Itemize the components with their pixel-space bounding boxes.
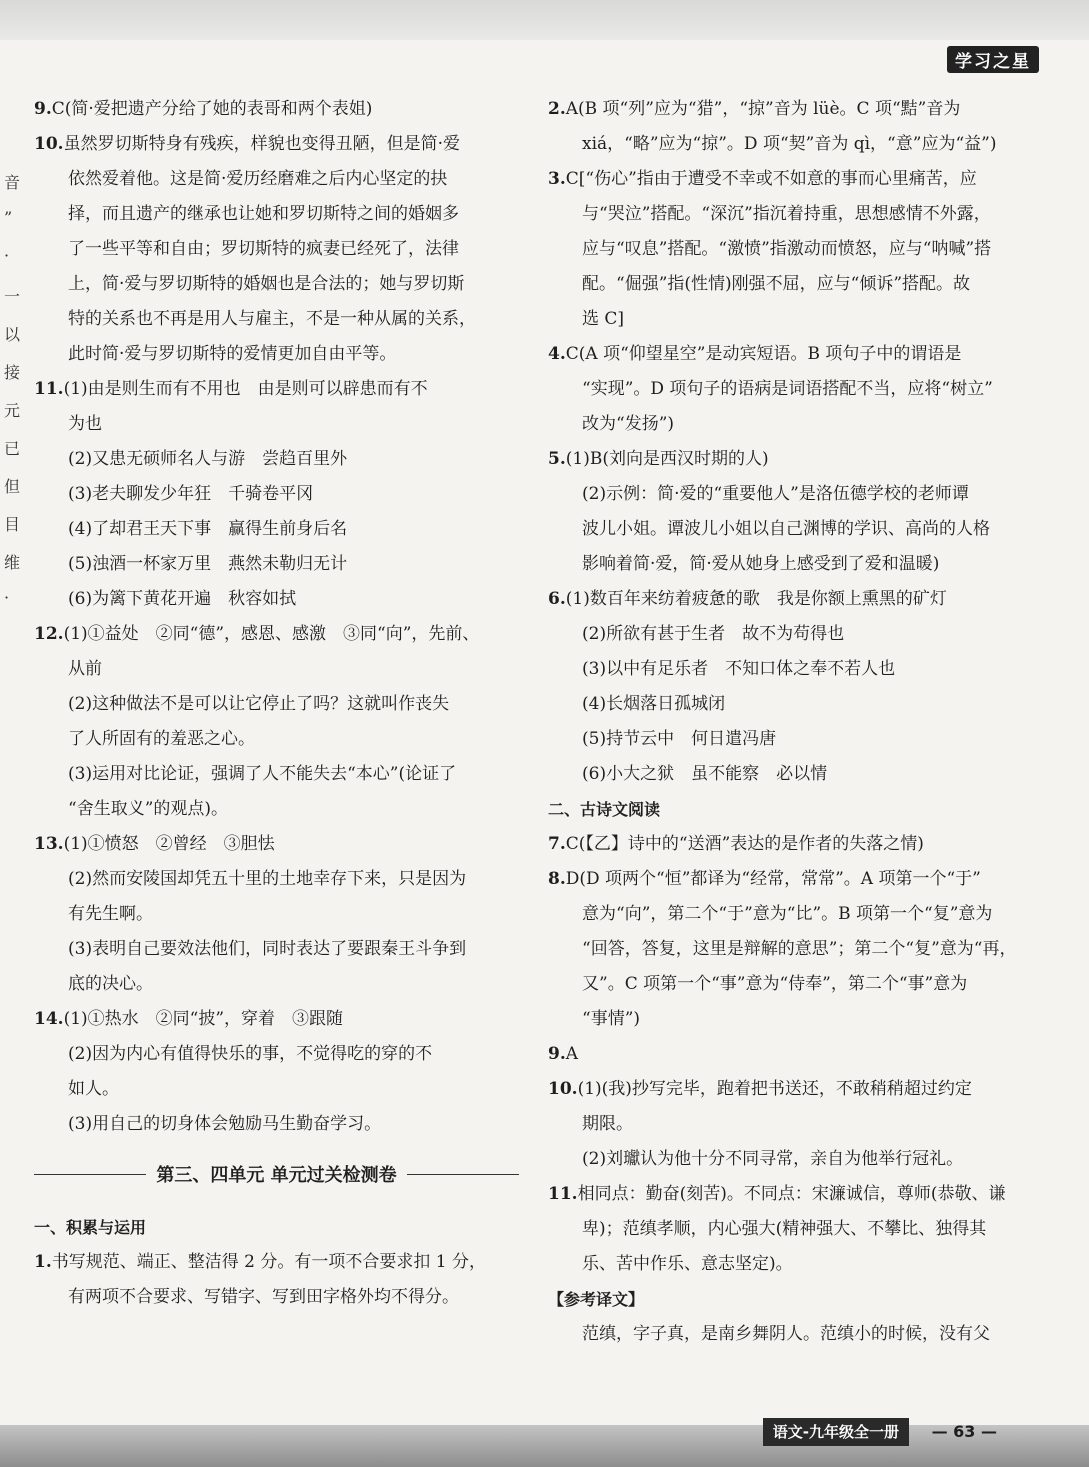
answer-text: 从前 (68, 659, 102, 679)
answer-text: 又”。C 项第一个“事”意为“侍奉”，第二个“事”意为 (582, 974, 968, 994)
answer-line (548, 1037, 1030, 1072)
answer-line (548, 1072, 1030, 1107)
answer-line (34, 337, 519, 372)
answer-text: 书写规范、端正、整洁得 2 分。有一项不合要求扣 1 分， (51, 1252, 486, 1272)
answer-text: “回答，答复，这里是辩解的意思”；第二个“复”意为“再， (582, 939, 1017, 959)
answer-line (34, 547, 519, 582)
answer-line (34, 232, 519, 267)
margin-glyph: 以 (4, 325, 21, 344)
answer-line (34, 967, 519, 1002)
question-number: 2. (548, 99, 566, 119)
answer-line (34, 1107, 519, 1142)
answer-line (34, 827, 519, 862)
answer-text: (3)老夫聊发少年狂 千骑卷平冈 (68, 484, 314, 504)
margin-glyph: 但 (4, 477, 21, 496)
unit-rule-left (34, 1174, 146, 1175)
answer-line (548, 617, 1030, 652)
answer-text: (5)持节云中 何日遣冯唐 (582, 729, 777, 749)
answer-line (34, 617, 519, 652)
margin-glyph: 元 (4, 401, 21, 420)
question-number: 13. (34, 834, 64, 854)
answer-text: 了人所固有的羞恶之心。 (68, 729, 255, 749)
answer-line (548, 337, 1030, 372)
answer-line (34, 92, 519, 127)
answer-line (548, 407, 1030, 442)
question-number: 9. (34, 99, 52, 119)
answer-text: 波儿小姐。谭波儿小姐以自己渊博的学识、高尚的人格 (582, 519, 990, 539)
answer-text: (2)所欲有甚于生者 故不为苟得也 (582, 624, 845, 644)
right-column (548, 92, 1030, 1352)
answer-text: C(【乙】诗中的“送酒”表达的是作者的失落之情) (565, 834, 924, 854)
answer-line (548, 232, 1030, 267)
question-number: 3. (548, 169, 566, 189)
answer-line (34, 582, 519, 617)
answer-text: 卑)；范缜孝顺，内心强大(精神强大、不攀比、独得其 (582, 1219, 987, 1239)
answer-text: (2)示例：简·爱的“重要他人”是洛伍德学校的老师谭 (582, 484, 969, 504)
answer-line (34, 792, 519, 827)
answer-text: (4)了却君王天下事 赢得生前身后名 (68, 519, 348, 539)
answer-line (34, 897, 519, 932)
answer-text: (2)然而安陵国却凭五十里的土地幸存下来，只是因为 (68, 869, 467, 889)
answer-line (548, 1107, 1030, 1142)
answer-line (34, 127, 519, 162)
question-number: 11. (548, 1184, 578, 1204)
question-number: 4. (548, 344, 566, 364)
answer-text: 上，简·爱与罗切斯特的婚姻也是合法的；她与罗切斯 (68, 274, 465, 294)
answer-text: (3)运用对比论证，强调了人不能失去“本心”(论证了 (68, 764, 457, 784)
right-answer-lines-a (548, 92, 1030, 792)
answer-text: 相同点：勤奋(刻苦)。不同点：宋濂诚信，尊师(恭敬、谦 (577, 1184, 1006, 1204)
answer-text: (3)表明自己要效法他们，同时表达了要跟秦王斗争到 (68, 939, 467, 959)
answer-line (548, 722, 1030, 757)
section-heading-2: 二、古诗文阅读 (548, 800, 661, 819)
answer-text: (2)这种做法不是可以让它停止了吗？这就叫作丧失 (68, 694, 450, 714)
answer-line (548, 162, 1030, 197)
answer-text: (1)①愤怒 ②曾经 ③胆怯 (63, 834, 275, 854)
answer-text: (1)①益处 ②同“德”，感恩、感激 ③同“向”，先前、 (63, 624, 480, 644)
answer-line (34, 652, 519, 687)
answer-line (548, 582, 1030, 617)
answer-text: 意为“向”，第二个“于”意为“比”。B 项第一个“复”意为 (582, 904, 993, 924)
brand-logo: 学习之星 (947, 46, 1039, 73)
right-answer-lines-b (548, 827, 1030, 1282)
answer-text: A (565, 1044, 579, 1064)
section-heading-1: 一、积累与运用 (34, 1218, 147, 1237)
answer-line (548, 932, 1030, 967)
answer-text: (1)①热水 ②同“披”，穿着 ③跟随 (63, 1009, 344, 1029)
answer-line (548, 302, 1030, 337)
answer-line (548, 92, 1030, 127)
unit-title: 第三、四单元 单元过关检测卷 (156, 1165, 397, 1186)
answer-text: 配。“倔强”指(性情)刚强不屈，应与“倾诉”搭配。故 (582, 274, 971, 294)
answer-text: (2)又患无硕师名人与游 尝趋百里外 (68, 449, 348, 469)
answer-line (34, 477, 519, 512)
answer-text: C[“伤心”指由于遭受不幸或不如意的事而心里痛苦，应 (565, 169, 977, 189)
question-number: 1. (34, 1252, 52, 1272)
answer-line (34, 1002, 519, 1037)
question-number: 7. (548, 834, 566, 854)
subject-tab: 语文-九年级全一册 (763, 1418, 909, 1446)
question-number: 12. (34, 624, 64, 644)
answer-line (548, 1212, 1030, 1247)
top-band (0, 0, 1089, 40)
answer-text: “事情”) (582, 1009, 641, 1029)
answer-text: (1)(我)抄写完毕，跑着把书送还，不敢稍稍超过约定 (577, 1079, 972, 1099)
question-number: 9. (548, 1044, 566, 1064)
left-column (34, 92, 519, 1315)
answer-line (34, 932, 519, 967)
answer-text: D(D 项两个“恒”都译为“经常，常常”。A 项第一个“于” (565, 869, 981, 889)
answer-line (548, 897, 1030, 932)
question-number: 10. (548, 1079, 578, 1099)
answer-text: 应与“叹息”搭配。“激愤”指激动而愤怒，应与“呐喊”搭 (582, 239, 992, 259)
answer-text: (3)用自己的切身体会勉励马生勤奋学习。 (68, 1114, 382, 1134)
left-tail-lines (34, 1245, 519, 1315)
answer-line (34, 1037, 519, 1072)
question-number: 5. (548, 449, 566, 469)
answer-line (34, 512, 519, 547)
margin-glyph: 音 (4, 173, 21, 192)
answer-line (34, 757, 519, 792)
answer-line (548, 267, 1030, 302)
answer-line (548, 687, 1030, 722)
answer-line (548, 547, 1030, 582)
answer-text: 有两项不合要求、写错字、写到田字格外均不得分。 (68, 1287, 459, 1307)
answer-line (548, 1247, 1030, 1282)
answer-text: (4)长烟落日孤城闭 (582, 694, 726, 714)
answer-line (34, 1245, 519, 1280)
answer-line (548, 197, 1030, 232)
answer-line (34, 1280, 519, 1315)
answer-line (548, 1142, 1030, 1177)
answer-line (548, 967, 1030, 1002)
answer-line (548, 827, 1030, 862)
answer-line (34, 162, 519, 197)
left-answer-lines (34, 92, 519, 1142)
answer-line (34, 372, 519, 407)
margin-glyph: 目 (4, 515, 21, 534)
margin-glyph: 已 (4, 439, 21, 458)
answer-line (548, 477, 1030, 512)
margin-glyph: · (4, 588, 10, 607)
answer-line (548, 372, 1030, 407)
answer-line (34, 722, 519, 757)
answer-line (34, 442, 519, 477)
answer-text: 影响着简·爱，简·爱从她身上感受到了爱和温暖) (582, 554, 940, 574)
question-number: 6. (548, 589, 566, 609)
answer-text: xiá，“略”应为“掠”。D 项“契”音为 qì，“意”应为“益”) (582, 134, 997, 154)
answer-line (548, 757, 1030, 792)
bottom-bar (0, 1425, 1089, 1467)
answer-text: 此时简·爱与罗切斯特的爱情更加自由平等。 (68, 344, 397, 364)
left-margin-strip (0, 40, 24, 1420)
margin-glyph: 接 (4, 363, 21, 382)
answer-text: 特的关系也不再是用人与雇主，不是一种从属的关系， (68, 309, 476, 329)
unit-heading (34, 1156, 519, 1192)
answer-line (548, 862, 1030, 897)
question-number: 8. (548, 869, 566, 889)
margin-glyph: ” (4, 208, 13, 227)
answer-text: 选 C] (582, 309, 625, 329)
answer-text: 虽然罗切斯特身有残疾，样貌也变得丑陋，但是简·爱 (63, 134, 460, 154)
answer-line (34, 302, 519, 337)
question-number: 14. (34, 1009, 64, 1029)
answer-text: 乐、苦中作乐、意志坚定)。 (582, 1254, 793, 1274)
answer-line (548, 127, 1030, 162)
answer-text: (1)数百年来纺着疲惫的歌 我是你额上熏黑的矿灯 (565, 589, 947, 609)
answer-line (34, 1072, 519, 1107)
answer-line (548, 1002, 1030, 1037)
answer-text: (6)小大之狱 虽不能察 必以情 (582, 764, 828, 784)
answer-line (34, 687, 519, 722)
page-number: — 63 — (931, 1422, 997, 1441)
answer-text: 依然爱着他。这是简·爱历经磨难之后内心坚定的抉 (68, 169, 448, 189)
question-number: 11. (34, 379, 64, 399)
answer-text: (2)因为内心有值得快乐的事，不觉得吃的穿的不 (68, 1044, 433, 1064)
answer-line (548, 1177, 1030, 1212)
answer-text: 底的决心。 (68, 974, 153, 994)
answer-text: “舍生取义”的观点)。 (68, 799, 229, 819)
answer-text: C(A 项“仰望星空”是动宾短语。B 项句子中的谓语是 (565, 344, 962, 364)
answer-text: (6)为篱下黄花开遍 秋容如拭 (68, 589, 297, 609)
margin-glyph: 一 (4, 287, 21, 306)
margin-glyph: · (4, 246, 10, 265)
answer-text: 了一些平等和自由；罗切斯特的疯妻已经死了，法律 (68, 239, 459, 259)
answer-text: (1)B(刘向是西汉时期的人) (565, 449, 769, 469)
answer-text: (5)浊酒一杯家万里 燕然未勒归无计 (68, 554, 348, 574)
reference-translation-text: 范缜，字子真，是南乡舞阴人。范缜小的时候，没有父 (548, 1324, 990, 1344)
answer-text: 为也 (68, 414, 102, 434)
answer-text: 改为“发扬”) (582, 414, 675, 434)
unit-rule-right (407, 1174, 519, 1175)
answer-text: A(B 项“列”应为“猎”，“掠”音为 lüè。C 项“黠”音为 (565, 99, 961, 119)
answer-text: (3)以中有足乐者 不知口体之奉不若人也 (582, 659, 896, 679)
question-number: 10. (34, 134, 64, 154)
answer-text: 有先生啊。 (68, 904, 153, 924)
answer-line (548, 442, 1030, 477)
answer-text: (2)刘瓛认为他十分不同寻常，亲自为他举行冠礼。 (582, 1149, 964, 1169)
answer-text: (1)由是则生而有不用也 由是则可以辟患而有不 (63, 379, 428, 399)
answer-line (548, 512, 1030, 547)
answer-line (34, 862, 519, 897)
answer-text: 期限。 (582, 1114, 633, 1134)
answer-text: C(简·爱把遗产分给了她的表哥和两个表姐) (51, 99, 373, 119)
answer-text: 择，而且遗产的继承也让她和罗切斯特之间的婚姻多 (68, 204, 459, 224)
answer-line (34, 267, 519, 302)
answer-text: 与“哭泣”搭配。“深沉”指沉着持重，思想感情不外露， (582, 204, 991, 224)
answer-line (548, 652, 1030, 687)
answer-text: “实现”。D 项句子的语病是词语搭配不当，应将“树立” (582, 379, 993, 399)
answer-text: 如人。 (68, 1079, 119, 1099)
margin-glyph: 维 (4, 553, 21, 572)
answer-line (34, 407, 519, 442)
answer-line (34, 197, 519, 232)
reference-translation-title: 【参考译文】 (548, 1290, 645, 1309)
